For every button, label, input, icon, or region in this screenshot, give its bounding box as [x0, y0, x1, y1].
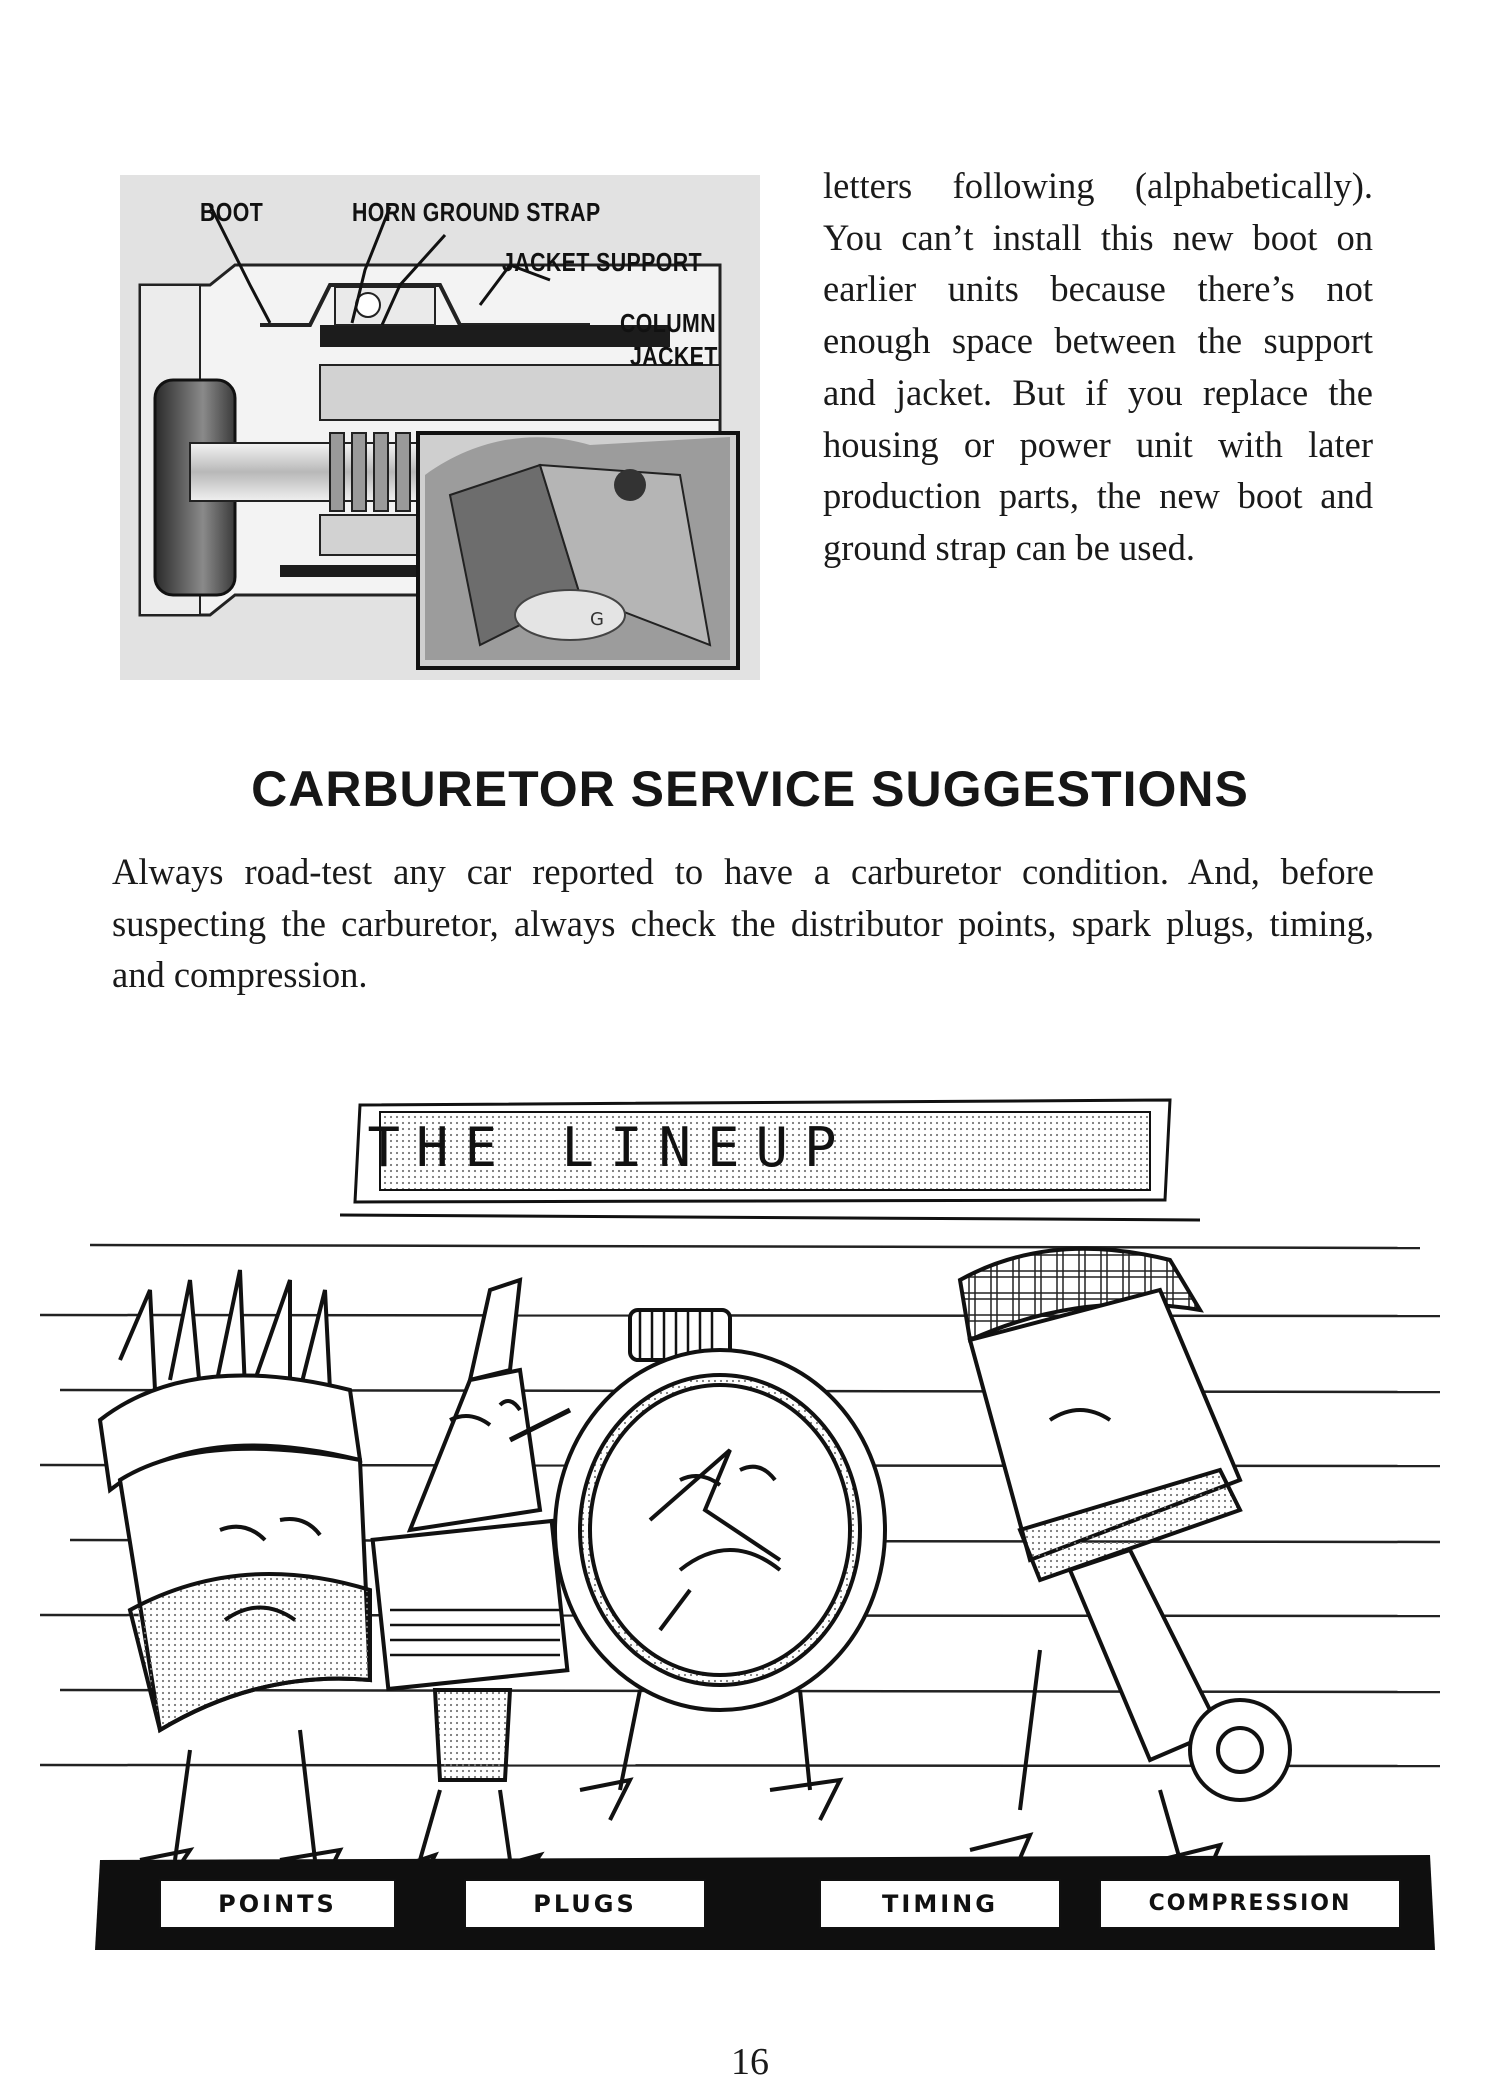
lineup-cartoon — [40, 1090, 1460, 1950]
lineup-sign-text: THE LINEUP — [367, 1116, 853, 1179]
label-plugs: PLUGS — [533, 1890, 637, 1918]
section-heading: CARBURETOR SERVICE SUGGESTIONS — [251, 761, 1249, 817]
callout-boot: BOOT — [200, 197, 264, 227]
label-timing: TIMING — [882, 1890, 998, 1918]
callout-column: COLUMN — [620, 308, 717, 338]
lineup-cartoon-drawing — [40, 1090, 1460, 1950]
page-number: 16 — [731, 2041, 769, 2083]
label-points: POINTS — [218, 1890, 337, 1918]
callout-horn-ground-strap: HORN GROUND STRAP — [352, 197, 601, 227]
steering-column-figure — [120, 175, 760, 680]
callout-jacket-support: JACKET SUPPORT — [502, 247, 703, 277]
label-compression: COMPRESSION — [1148, 1891, 1352, 1916]
callout-jacket: JACKET — [630, 341, 718, 371]
side-text-paragraph: letters following (alphabetically). You can’t install this new boot on earlier units because there’s not enough space between the support and jacket. But if you replace the housing or power unit with later production parts, the new boot and ground strap can be used. — [823, 165, 1373, 568]
section-paragraph: Always road-test any car reported to have a carburetor condition. And, before suspecting the carburetor, always check the distributor points, spark plugs, timing, and compression. — [112, 851, 1374, 995]
inset-marking: G — [590, 609, 604, 630]
